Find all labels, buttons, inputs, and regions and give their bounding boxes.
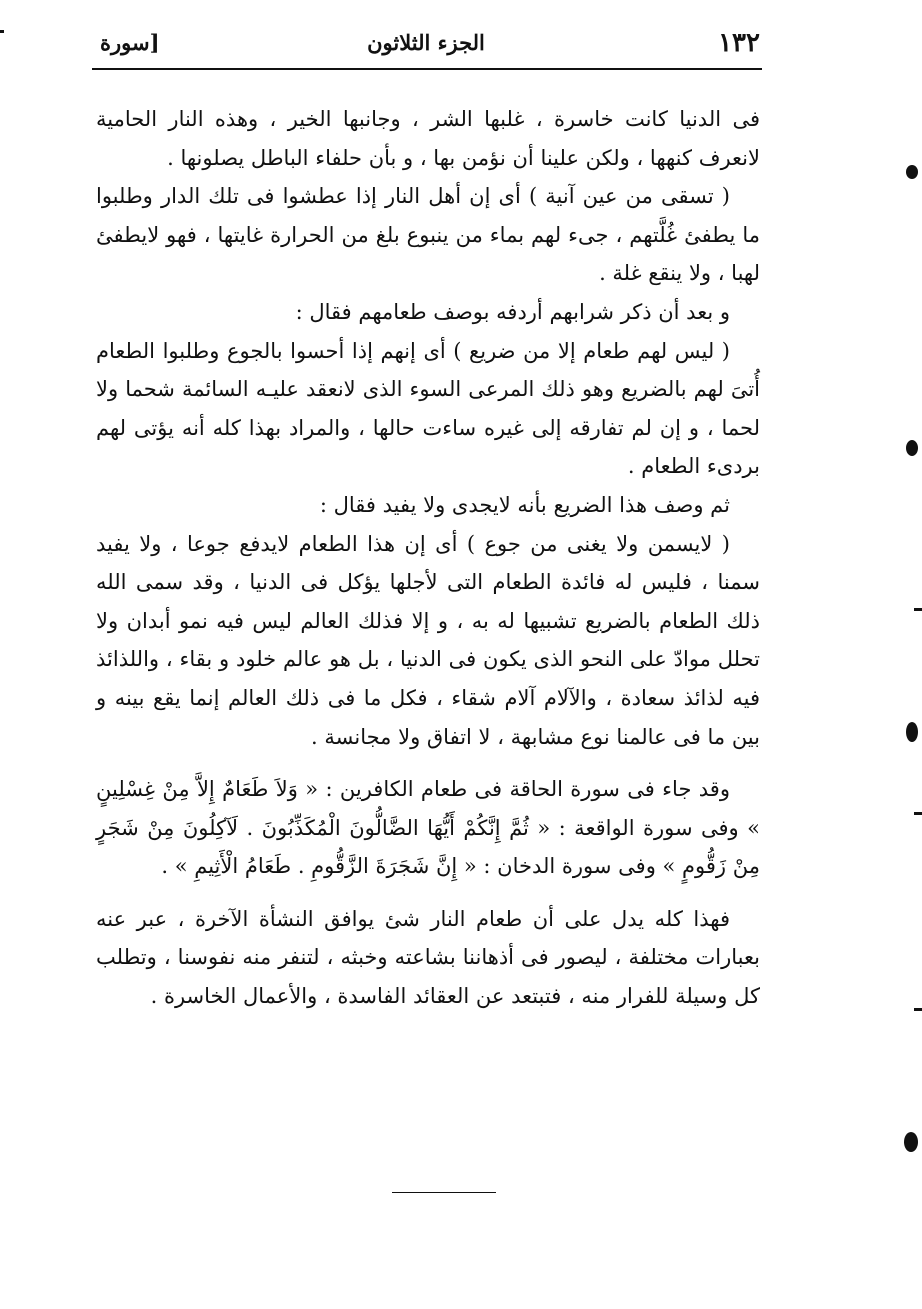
- paragraph-5: ثم وصف هذا الضريع بأنه لايجدى ولا يفيد فقال :: [319, 492, 730, 517]
- scan-speck: [906, 722, 918, 742]
- end-rule: [392, 1192, 496, 1193]
- scan-edge-mark: [914, 1008, 922, 1011]
- paragraph-8: فهذا كله يدل على أن طعام النار شئ يوافق النشأة الآخرة ، عبر عنه بعبارات مختلفة ، ليصور فى أذهاننا بشاعته وخبثه ، لتنفر منه نفوسنا ، وتطلب كل وسيلة للفرار منه ، فتبتعد عن العقائد الفاسدة ، والأعمال الخاسرة .: [96, 906, 760, 1009]
- scan-edge-mark: [914, 608, 922, 611]
- running-title: الجزء الثلاثون: [367, 30, 485, 55]
- scan-edge-mark: [0, 30, 4, 33]
- scan-speck: [906, 165, 918, 179]
- scan-speck: [904, 1132, 918, 1152]
- paragraph-2: ( تسقى من عين آنية ) أى إن أهل النار إذا عطشوا فى تلك الدار وطلبوا ما يطفئ غُلَّتهم ، جىء لهم بماء من ينبوع بلغ من الحرارة غايتها ، فهو لايطفئ لهبا ، ولا ينقع غلة .: [96, 184, 760, 286]
- paragraph-6: ( لايسمن ولا يغنى من جوع ) أى إن هذا الطعام لايدفع جوعا ، ولا يفيد سمنا ، فليس له فائدة الطعام التى لأجلها يؤكل فى الدنيا ، وقد سمى الله ذلك الطعام بالضريع تشبيها له به ، و إلا فذلك العالم ليس فيه نمو أبدان ولا تحلل موادّ على النحو الذى يكون فى الدنيا ، بل هو عالم خلود و بقاء ، واللذائذ فيه لذائذ سعادة ، والآلام آلام شقاء ، فكل ما فى ذلك العالم إنما يقع بينه و بين ما فى عالمنا نوع مشابهة ، لا اتفاق ولا مجانسة .: [96, 531, 760, 749]
- paragraph-3: و بعد أن ذكر شرابهم أردفه بوصف طعامهم فقال :: [295, 299, 730, 324]
- scan-speck: [906, 440, 918, 456]
- paragraph-1: فى الدنيا كانت خاسرة ، غلبها الشر ، وجانبها الخير ، وهذه النار الحامية لانعرف كنهها ، ولكن علينا أن نؤمن بها ، و بأن حلفاء الباطل يصلونها .: [96, 107, 760, 170]
- page-number: ١٣٢: [718, 28, 760, 58]
- body-text: [96, 100, 760, 1016]
- surah-label: [سورة: [100, 30, 160, 55]
- paragraph-4: ( ليس لهم طعام إلا من ضريع ) أى إنهم إذا أحسوا بالجوع وطلبوا الطعام أُتىَ لهم بالضريع وهو ذلك المرعى السوء الذى لانعقد عليـه السائمة شحما ولا لحما ، و إن لم تفارقه إلى غيره ساءت حالها ، والمراد بهذا كله أنه يؤتى لهم بردىء الطعام .: [96, 338, 760, 479]
- scan-edge-mark: [914, 812, 922, 815]
- page-header: [92, 24, 760, 68]
- header-rule: [92, 68, 762, 70]
- paragraph-7: وقد جاء فى سورة الحاقة فى طعام الكافرين : « وَلاَ طَعَامٌ إِلاَّ مِنْ غِسْلِينٍ » وفى سورة الواقعة : « ثُمَّ إِنَّكُمْ أَيُّهَا الضَّالُّونَ الْمُكَذِّبُونَ . لَآكِلُونَ مِنْ شَجَرٍ مِنْ زَقُّومٍ » وفى سورة الدخان : « إِنَّ شَجَرَةَ الزَّقُّومِ . طَعَامُ الْأَثِيمِ » .: [96, 777, 760, 879]
